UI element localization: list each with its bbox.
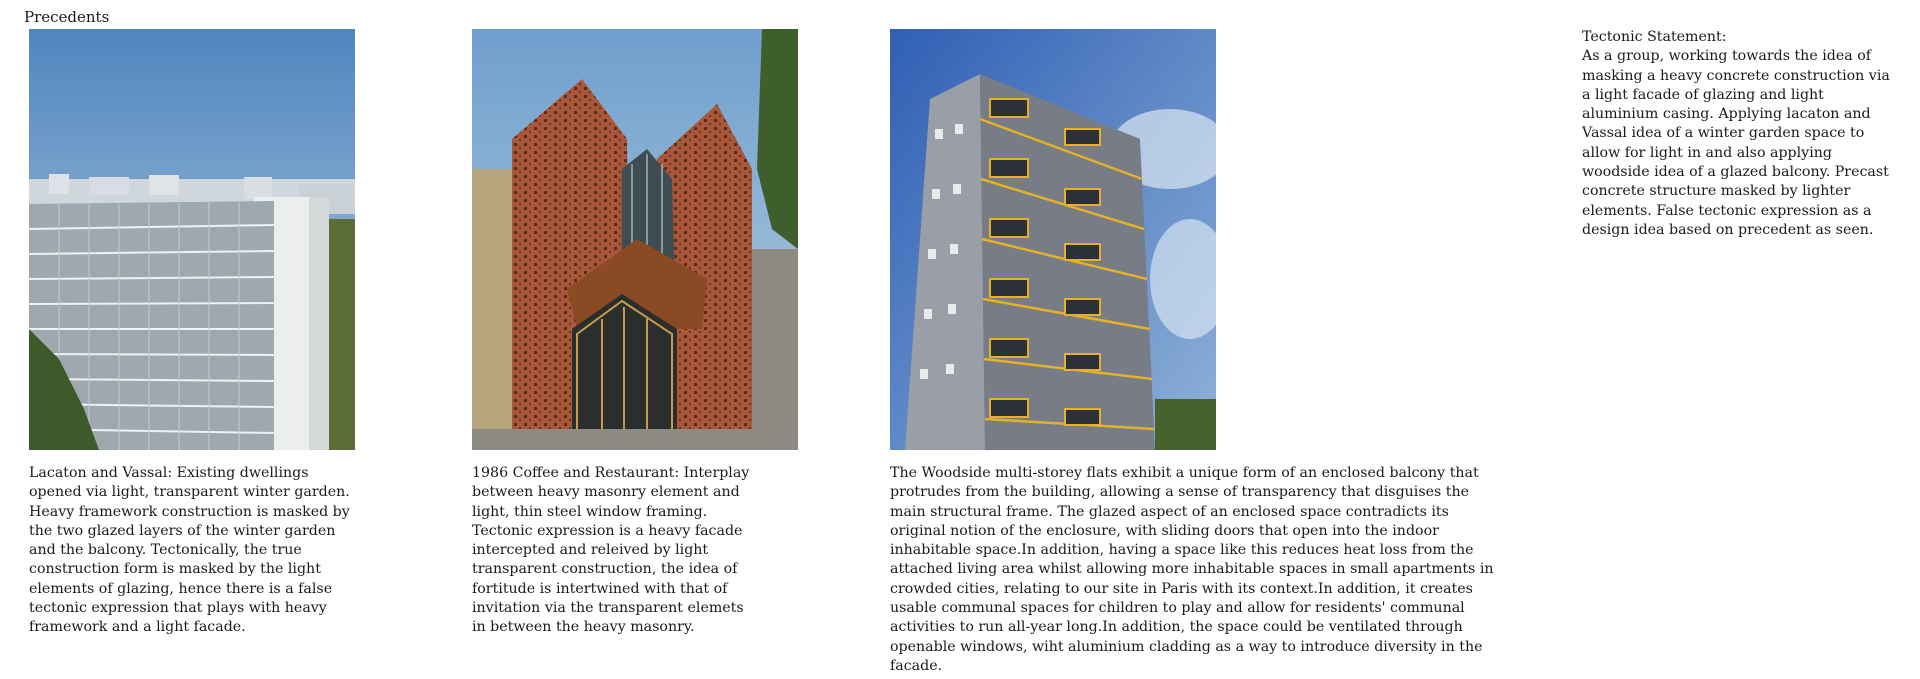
tectonic-statement-title: Tectonic Statement: <box>1582 29 1727 45</box>
precedent-caption-1986-coffee: 1986 Coffee and Restaurant: Interplay between heavy masonry element and light, thin steel window framing. Tectonic expression is a heavy facade intercepted and releived by light transparent construction, the idea of fortitude is intertwined with that of invitation via the transparent elemets in between the heavy masonry. <box>472 465 750 636</box>
precedent-caption-lacaton-vassal: Lacaton and Vassal: Existing dwellings opened via light, transparent winter garden. Heavy framework construction is masked by the two glazed layers of the winter garden and the balcony. Tectonically, the true construction form is masked by the light elements of glazing, hence there is a false tectonic expression that plays with heavy framework and a light facade. <box>29 465 350 636</box>
brick-building-photo-icon <box>472 29 798 450</box>
building-photo-icon <box>29 29 355 450</box>
lacaton-vassal-photo <box>29 29 355 450</box>
tectonic-statement <box>1582 28 1902 240</box>
woodside-tower-photo <box>890 29 1216 450</box>
page-heading: Precedents <box>24 8 110 26</box>
tower-photo-icon <box>890 29 1216 450</box>
tectonic-statement-body: As a group, working towards the idea of masking a heavy concrete construction via a light facade of glazing and light aluminium casing. Applying lacaton and Vassal idea of a winter garden space to allow for light in and also applying woodside idea of a glazed balcony. Precast concrete structure masked by lighter elements. False tectonic expression as a design idea based on precedent as seen. <box>1582 48 1890 238</box>
coffee-restaurant-photo <box>472 29 798 450</box>
precedent-caption-woodside: The Woodside multi-storey flats exhibit a unique form of an enclosed balcony that protrudes from the building, allowing a sense of transparency that disguises the main structural frame. The glazed aspect of an enclosed space contradicts its original notion of the enclosure, with sliding doors that open into the indoor inhabitable space.In addition, having a space like this reduces heat loss from the attached living area whilst allowing more inhabitable spaces in small apartments in crowded cities, relating to our site in Paris with its context.In addition, it creates usable communal spaces for children to play and allow for residents' communal activities to run all-year long.In addition, the space could be ventilated through openable windows, wiht aluminium cladding as a way to introduce diversity in the facade. <box>890 465 1494 674</box>
